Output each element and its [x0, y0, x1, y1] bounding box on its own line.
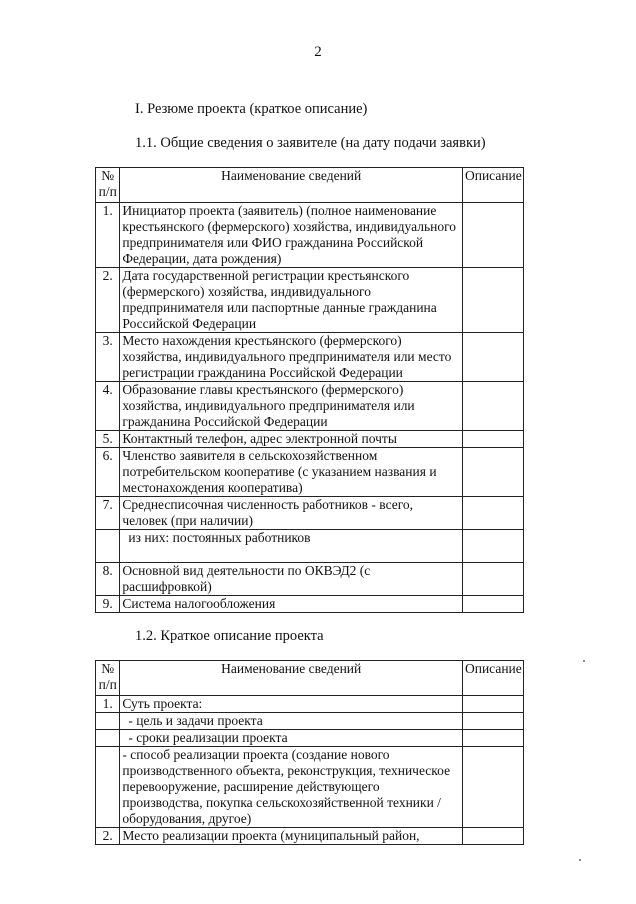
row-text: Суть проекта:	[120, 696, 463, 713]
row-text: из них: постоянных работников	[120, 530, 463, 563]
header-name: Наименование сведений	[120, 168, 463, 203]
subsection-title-general-info: 1.1. Общие сведения о заявителе (на дату подачи заявки)	[135, 135, 486, 151]
row-desc-cell[interactable]	[462, 828, 523, 845]
row-desc-cell[interactable]	[462, 730, 523, 747]
row-text: Система налогообложения	[120, 596, 463, 613]
table-row	[96, 730, 524, 747]
table-row	[96, 828, 524, 845]
table-header-row	[96, 168, 524, 203]
table-header-row	[96, 661, 524, 696]
row-text: Контактный телефон, адрес электронной почты	[120, 431, 463, 448]
table-row	[96, 713, 524, 730]
table-row	[96, 497, 524, 530]
row-text: Инициатор проекта (заявитель) (полное наименование крестьянского (фермерского) хозяйства, индивидуального предпринимателя или ФИО гражданина Российской Федерации, дата рождения)	[120, 203, 463, 268]
header-desc: Описание	[462, 661, 523, 696]
header-desc: Описание	[462, 168, 523, 203]
page-number: 2	[314, 44, 322, 60]
table-row	[96, 747, 524, 828]
row-text: Дата государственной регистрации крестьянского (фермерского) хозяйства, индивидуального предпринимателя или паспортные данные гражданина Российской Федерации	[120, 268, 463, 333]
row-desc-cell[interactable]	[462, 448, 523, 497]
row-text: Членство заявителя в сельскохозяйственном потребительском кооперативе (с указанием названия и местонахождения кооператива)	[120, 448, 463, 497]
row-num: 2.	[96, 828, 120, 845]
table-row	[96, 431, 524, 448]
row-text: Место реализации проекта (муниципальный район,	[120, 828, 463, 845]
table-row	[96, 448, 524, 497]
table-row	[96, 530, 524, 563]
header-name: Наименование сведений	[120, 661, 463, 696]
row-num	[96, 713, 120, 730]
row-num: 1.	[96, 203, 120, 268]
row-num: 4.	[96, 382, 120, 431]
row-text: Образование главы крестьянского (фермерского) хозяйства, индивидуального предпринимателя или гражданина Российской Федерации	[120, 382, 463, 431]
row-desc-cell[interactable]	[462, 497, 523, 530]
row-num: 9.	[96, 596, 120, 613]
row-desc-cell[interactable]	[462, 530, 523, 563]
header-num: № п/п	[96, 661, 120, 696]
row-text: - способ реализации проекта (создание нового производственного объекта, реконструкция, техническое перевооружение, расширение действующего производства, покупка сельскохозяйственной техники / оборудования, другое)	[120, 747, 463, 828]
row-desc-cell[interactable]	[462, 431, 523, 448]
row-desc-cell[interactable]	[462, 696, 523, 713]
row-desc-cell[interactable]	[462, 563, 523, 596]
table-row	[96, 563, 524, 596]
row-num: 3.	[96, 333, 120, 382]
section-title: I. Резюме проекта (краткое описание)	[135, 101, 368, 117]
project-summary-table	[95, 660, 524, 845]
table-row	[96, 596, 524, 613]
row-desc-cell[interactable]	[462, 268, 523, 333]
row-num	[96, 530, 120, 563]
row-num: 6.	[96, 448, 120, 497]
header-num: № п/п	[96, 168, 120, 203]
row-desc-cell[interactable]	[462, 203, 523, 268]
row-text: Среднесписочная численность работников - всего, человек (при наличии)	[120, 497, 463, 530]
table-row	[96, 696, 524, 713]
row-text: Основной вид деятельности по ОКВЭД2 (с расшифровкой)	[120, 563, 463, 596]
applicant-info-table	[95, 167, 524, 613]
row-text: - сроки реализации проекта	[120, 730, 463, 747]
row-desc-cell[interactable]	[462, 382, 523, 431]
table-row	[96, 203, 524, 268]
row-num: 7.	[96, 497, 120, 530]
row-num	[96, 747, 120, 828]
row-num: 1.	[96, 696, 120, 713]
row-text: Место нахождения крестьянского (фермерского) хозяйства, индивидуального предпринимателя или место регистрации гражданина Российской Федерации	[120, 333, 463, 382]
scan-speck	[583, 660, 585, 662]
row-desc-cell[interactable]	[462, 747, 523, 828]
table-row	[96, 268, 524, 333]
subsection-title-project-summary: 1.2. Краткое описание проекта	[135, 628, 324, 644]
row-num: 5.	[96, 431, 120, 448]
row-num: 2.	[96, 268, 120, 333]
row-num	[96, 730, 120, 747]
scan-speck	[579, 859, 581, 861]
row-num: 8.	[96, 563, 120, 596]
row-text: - цель и задачи проекта	[120, 713, 463, 730]
table-row	[96, 333, 524, 382]
row-desc-cell[interactable]	[462, 596, 523, 613]
table-row	[96, 382, 524, 431]
row-desc-cell[interactable]	[462, 713, 523, 730]
row-desc-cell[interactable]	[462, 333, 523, 382]
